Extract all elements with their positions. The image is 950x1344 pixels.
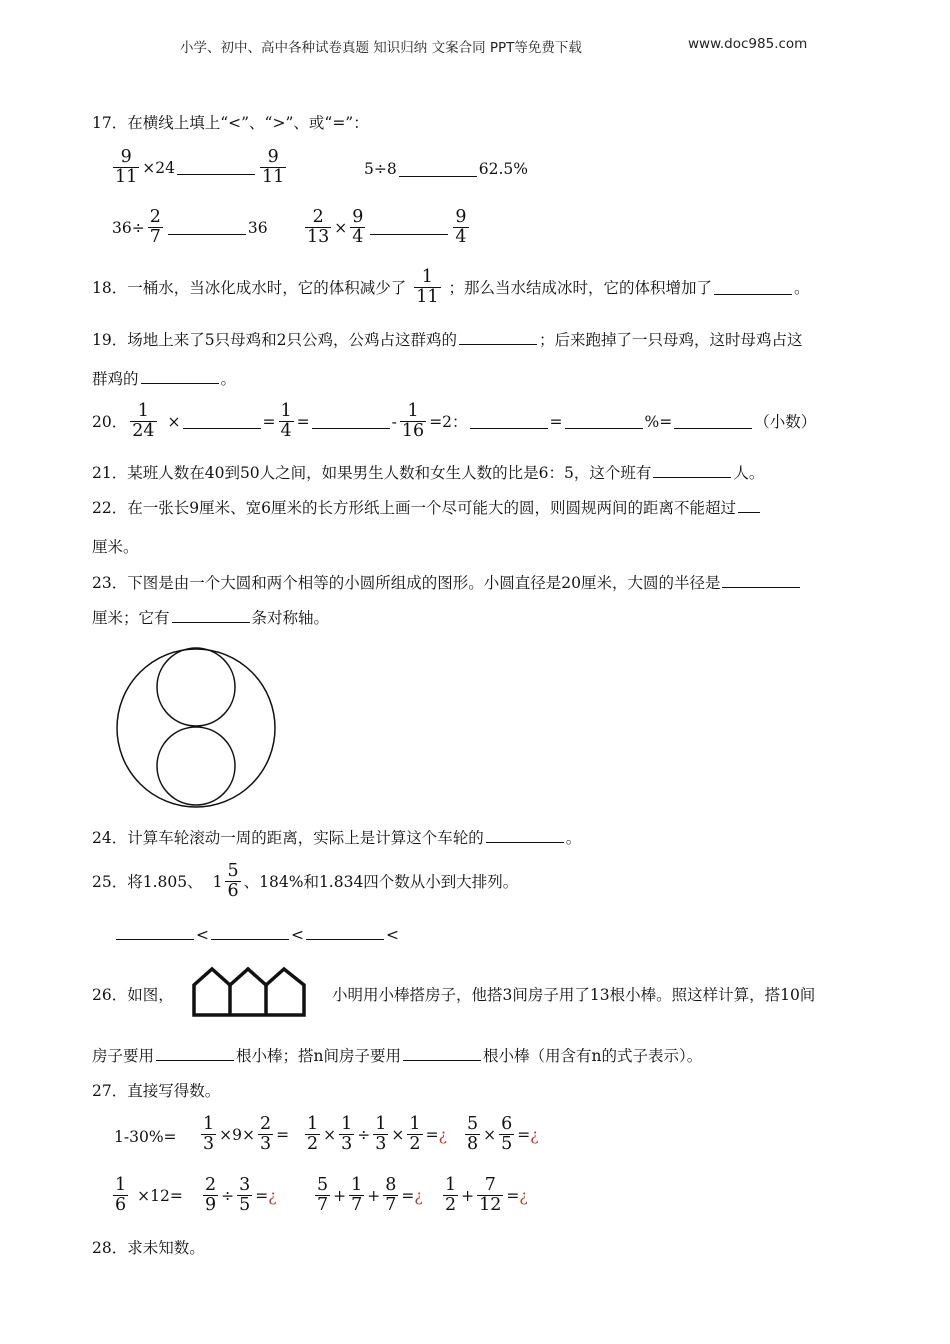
fraction: $\frac{2}{13}$ xyxy=(307,207,330,248)
fraction: $\frac{2}{9}$ xyxy=(205,1175,217,1216)
answer-blank[interactable] xyxy=(156,1046,234,1061)
q17-expr-c: 36÷ $\frac{2}{7}$ 36 xyxy=(112,207,268,248)
answer-blank[interactable] xyxy=(183,414,261,429)
q19-line1: 19．场地上来了5只母鸡和2只公鸡，公鸡占这群鸡的 ；后来跑掉了一只母鸡，这时母鸡占这 xyxy=(92,331,803,349)
q27-e1: 1-30%= xyxy=(114,1128,177,1146)
q24: 24．计算车轮滚动一周的距离，实际上是计算这个车轮的 。 xyxy=(92,829,582,847)
answer-blank[interactable] xyxy=(459,330,537,345)
fraction: $\frac{2}{3}$ xyxy=(259,1114,272,1155)
q26-line1: 小明用小棒搭房子，他搭3间房子用了13根小棒。照这样计算，搭10间 xyxy=(332,986,816,1004)
answer-blank[interactable] xyxy=(486,828,564,843)
fraction: $\frac{1}{6}$ xyxy=(115,1175,127,1216)
answer-blank[interactable] xyxy=(141,369,219,384)
fraction: $\frac{1}{7}$ xyxy=(351,1175,363,1216)
q18: 18．一桶水，当冰化成水时，它的体积减少了 $\frac{1}{11}$ ；那么当水结成冰时，它的体积增加了 。 xyxy=(92,267,810,308)
answer-blank[interactable] xyxy=(312,414,390,429)
q20: 20． $\frac{1}{24}$ × = $\frac{1}{4}$ = - $\frac{1}{16}$ =2： = %= （小数） xyxy=(92,401,817,442)
answer-blank[interactable] xyxy=(399,162,477,177)
q22-line1: 22．在一张长9厘米、宽6厘米的长方形纸上画一个尽可能大的圆，则圆规两间的距离不能超过 xyxy=(92,497,762,519)
fraction: $\frac{1}{24}$ xyxy=(132,401,155,442)
header-site-link[interactable]: www.doc985.com xyxy=(688,36,808,52)
fraction: $\frac{1}{4}$ xyxy=(280,401,292,442)
answer-blank[interactable] xyxy=(722,573,800,588)
q23-line1: 23．下图是由一个大圆和两个相等的小圆所组成的图形。小圆直径是20厘米，大圆的半径是 xyxy=(92,572,802,594)
q26-line2: 房子要用 根小棒；搭n间房子要用 根小棒（用含有n的式子表示）。 xyxy=(92,1047,703,1065)
fraction: $\frac{1}{3}$ xyxy=(375,1114,387,1155)
answer-blank[interactable] xyxy=(470,414,548,429)
q23-line2: 厘米；它有 条对称轴。 xyxy=(92,609,330,627)
fraction: $\frac{7}{12}$ xyxy=(479,1175,502,1216)
fraction: $\frac{1}{2}$ xyxy=(445,1175,457,1216)
answer-blank[interactable] xyxy=(116,925,194,940)
header-text: 小学、初中、高中各种试卷真题 知识归纳 文案合同 PPT等免费下载 xyxy=(180,40,582,56)
fraction: $\frac{2}{7}$ xyxy=(149,207,161,248)
fraction: $\frac{9}{11}$ xyxy=(262,147,285,188)
small-circle-top xyxy=(157,648,235,726)
answer-blank[interactable] xyxy=(172,608,250,623)
answer-blank[interactable] xyxy=(565,414,643,429)
q19-line2: 群鸡的 。 xyxy=(92,370,237,388)
answer-blank[interactable] xyxy=(370,220,448,235)
fraction: $\frac{8}{7}$ xyxy=(385,1175,397,1216)
q28-title: 28．求未知数。 xyxy=(92,1239,205,1257)
fraction: $\frac{9}{11}$ xyxy=(115,147,138,188)
fraction: $\frac{1}{11}$ xyxy=(416,267,439,308)
small-circle-bottom xyxy=(157,727,235,805)
q27-e7: $\frac{5}{7}$ + $\frac{1}{7}$ + $\frac{8}{7}$ = ¿ xyxy=(317,1175,423,1216)
fraction: $\frac{9}{4}$ xyxy=(352,207,364,248)
q27-e5: $\frac{1}{6}$ ×12= xyxy=(115,1175,183,1216)
fraction: $\frac{1}{3}$ xyxy=(341,1114,353,1155)
q27-e3: $\frac{1}{2}$ × $\frac{1}{3}$ ÷ $\frac{1}{3}$ × $\frac{1}{2}$ = ¿ xyxy=(307,1114,447,1155)
q25: 25．将1.805、 1 $\frac{5}{6}$ 、184%和1.834四个数从小到大排列。 xyxy=(92,861,519,902)
circles-figure xyxy=(114,646,278,810)
q25-ordering: < < < xyxy=(114,924,399,946)
q22-line2: 厘米。 xyxy=(92,538,139,556)
fraction: $\frac{1}{3}$ xyxy=(203,1114,215,1155)
answer-blank[interactable] xyxy=(738,498,760,513)
answer-blank[interactable] xyxy=(306,925,384,940)
q21: 21．某班人数在40到50人之间，如果男生人数和女生人数的比是6：5，这个班有 人。 xyxy=(92,464,765,482)
fraction: $\frac{1}{16}$ xyxy=(401,401,425,442)
q27-e2: $\frac{1}{3}$ ×9× $\frac{2}{3}$ = xyxy=(203,1114,290,1155)
large-circle xyxy=(117,649,275,807)
houses-outline xyxy=(194,969,304,1015)
fraction: $\frac{1}{2}$ xyxy=(409,1114,421,1155)
fraction: $\frac{5}{8}$ xyxy=(467,1114,479,1155)
answer-blank[interactable] xyxy=(177,160,255,175)
answer-blank[interactable] xyxy=(211,925,289,940)
answer-blank[interactable] xyxy=(403,1046,481,1061)
q17-expr-b: 5÷8 62.5% xyxy=(364,160,528,178)
fraction: $\frac{5}{7}$ xyxy=(317,1175,329,1216)
q27-e8: $\frac{1}{2}$ + $\frac{7}{12}$ = ¿ xyxy=(445,1175,528,1216)
q17-expr-a: $\frac{9}{11}$ ×24 $\frac{9}{11}$ xyxy=(115,147,285,188)
q17-title: 17．在横线上填上“<”、“>”、或“=”： xyxy=(92,114,369,132)
houses-figure xyxy=(190,963,318,1019)
q27-e4: $\frac{5}{8}$ × $\frac{6}{5}$ = ¿ xyxy=(467,1114,539,1155)
q27-title: 27．直接写得数。 xyxy=(92,1082,221,1100)
fraction: $\frac{9}{4}$ xyxy=(455,207,467,248)
q17-expr-d: $\frac{2}{13}$ × $\frac{9}{4}$ $\frac{9}{4}$ xyxy=(307,207,467,248)
fraction: $\frac{3}{5}$ xyxy=(239,1175,251,1216)
fraction: $\frac{6}{5}$ xyxy=(501,1114,513,1155)
answer-blank[interactable] xyxy=(674,414,752,429)
answer-blank[interactable] xyxy=(714,280,792,295)
answer-blank[interactable] xyxy=(653,463,731,478)
answer-blank[interactable] xyxy=(168,220,246,235)
q27-e6: $\frac{2}{9}$ ÷ $\frac{3}{5}$ = ¿ xyxy=(205,1175,277,1216)
fraction: $\frac{1}{2}$ xyxy=(307,1114,319,1155)
fraction: $\frac{5}{6}$ xyxy=(227,861,239,902)
q26-pre: 26．如图， xyxy=(92,986,174,1004)
